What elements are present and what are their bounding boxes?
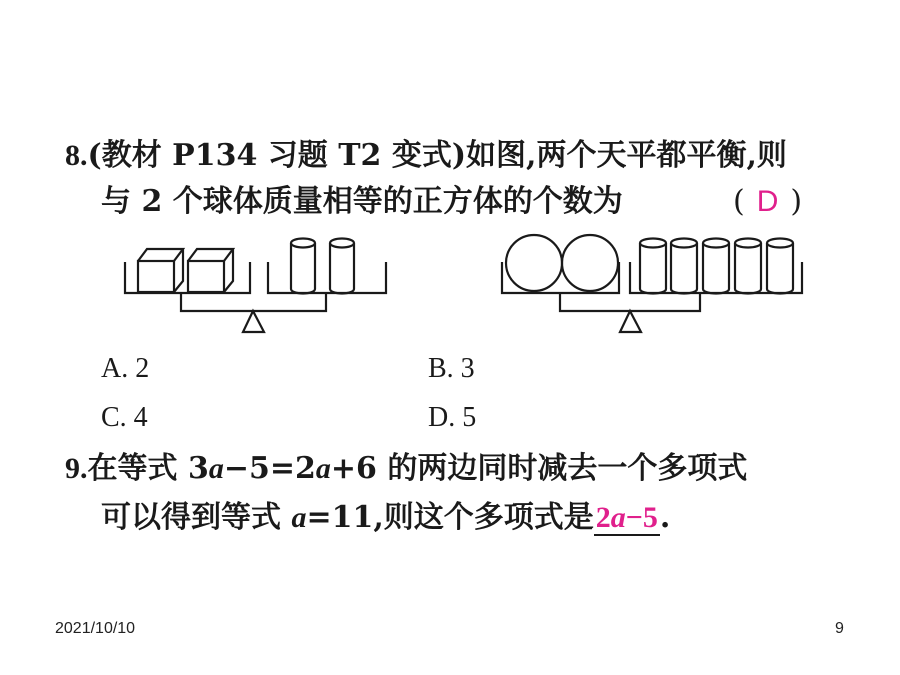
q8-option-a: A. 2 — [101, 353, 150, 384]
cube-icon — [188, 249, 233, 292]
cylinder-icon — [330, 239, 354, 294]
q9-text: +6 的两边同时减去一个多项式 — [330, 451, 748, 486]
q8-option-b: B. 3 — [428, 353, 475, 384]
q9-answer — [594, 501, 660, 536]
fulcrum — [243, 311, 264, 332]
q9-number: 9. — [65, 452, 88, 485]
answer-part: −5 — [625, 501, 658, 534]
cylinder-icon — [703, 239, 729, 294]
q9-text: 在等式 3 — [87, 451, 209, 486]
q8-line2: 与 2 个球体质量相等的正方体的个数为 — [101, 184, 623, 219]
paren-close: ) — [790, 184, 803, 219]
cube-icon — [138, 249, 183, 292]
q9-line1 — [65, 451, 747, 487]
cylinder-icon — [291, 239, 315, 294]
paren-open: ( — [733, 184, 745, 219]
cylinder-icon — [640, 239, 666, 294]
q9-text: −5=2 — [223, 451, 316, 486]
q8-text-line1: (教材 P134 习题 T2 变式)如图,两个天平都平衡,则 — [87, 138, 787, 173]
fulcrum — [620, 311, 641, 332]
var-a: a — [315, 452, 331, 485]
balance-beam — [560, 293, 700, 311]
q9-text: =11,则这个多项式是 — [306, 500, 594, 535]
footer-date: 2021/10/10 — [55, 620, 136, 637]
q8-option-c: C. 4 — [101, 402, 148, 433]
q8-number: 8. — [65, 139, 88, 172]
right-pan-tray — [268, 262, 386, 293]
right-pan-tray — [630, 262, 802, 293]
cylinder-icon — [767, 239, 793, 294]
q8-answer: D — [756, 185, 779, 218]
balance-beam — [181, 293, 326, 311]
cylinder-icon — [671, 239, 697, 294]
sphere-icon — [562, 235, 618, 291]
right-balance — [502, 235, 802, 332]
sphere-icon — [506, 235, 562, 291]
q8-option-d: D. 5 — [428, 402, 477, 433]
q9-period: . — [659, 500, 671, 535]
q9-text: 可以得到等式 — [101, 500, 292, 535]
cylinder-icon — [735, 239, 761, 294]
q9-line2 — [101, 500, 670, 536]
var-a: a — [208, 452, 224, 485]
answer-part: 2 — [595, 501, 611, 534]
left-balance — [125, 239, 386, 333]
var-a: a — [291, 501, 307, 534]
footer-page-number: 9 — [835, 620, 844, 637]
answer-var-a: a — [610, 501, 626, 534]
